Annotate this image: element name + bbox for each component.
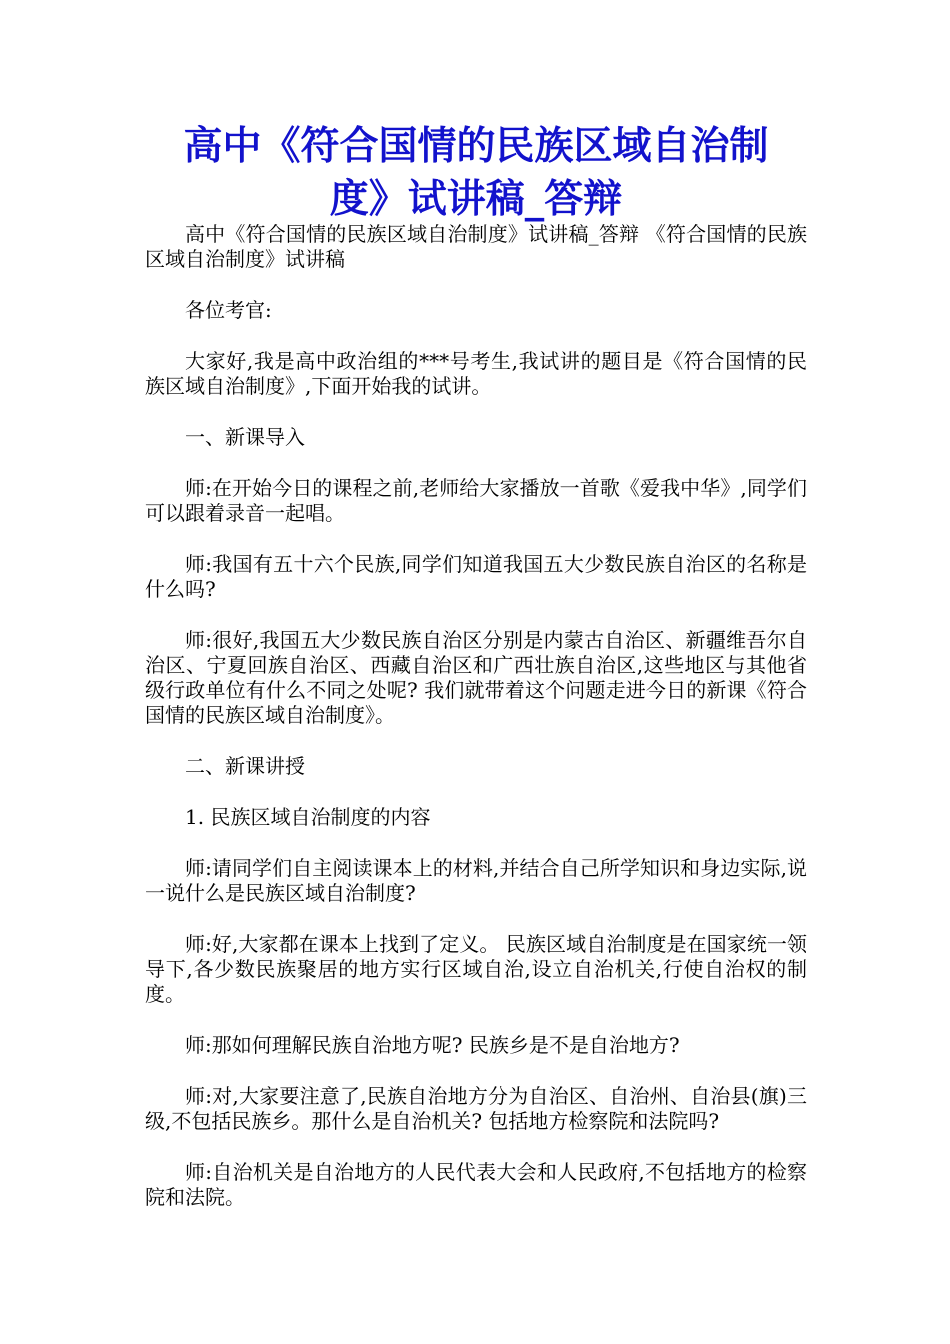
teacher-paragraph: 师:请同学们自主阅读课本上的材料,并结合自己所学知识和身边实际,说一说什么是民族区域自治制度? bbox=[145, 856, 807, 905]
teacher-paragraph: 师:自治机关是自治地方的人民代表大会和人民政府,不包括地方的检察院和法院。 bbox=[145, 1160, 807, 1209]
section-heading-intro: 一、新课导入 bbox=[185, 425, 305, 449]
teacher-paragraph: 师:很好,我国五大少数民族自治区分别是内蒙古自治区、新疆维吾尔自治区、宁夏回族自治区、西藏自治区和广西壮族自治区,这些地区与其他省级行政单位有什么不同之处呢? 我们就带着这个问题走进今日的新课《符合国情的民族区域自治制度》。 bbox=[145, 628, 807, 727]
salutation: 各位考官: bbox=[185, 298, 272, 322]
teacher-paragraph: 师:我国有五十六个民族,同学们知道我国五大少数民族自治区的名称是什么吗? bbox=[145, 552, 807, 601]
document-title bbox=[145, 120, 807, 226]
teacher-paragraph: 师:那如何理解民族自治地方呢? 民族乡是不是自治地方? bbox=[185, 1033, 680, 1057]
teacher-paragraph: 师:好,大家都在课本上找到了定义。 民族区域自治制度是在国家统一领导下,各少数民族聚居的地方实行区域自治,设立自治机关,行使自治权的制度。 bbox=[145, 932, 807, 1006]
title-line-1: 高中《符合国情的民族区域自治制 bbox=[183, 123, 769, 169]
intro-paragraph: 高中《符合国情的民族区域自治制度》试讲稿_答辩 《符合国情的民族区域自治制度》试讲稿 bbox=[145, 222, 807, 271]
teacher-paragraph: 师:在开始今日的课程之前,老师给大家播放一首歌《爱我中华》,同学们可以跟着录音一起唱。 bbox=[145, 476, 807, 525]
title-line-2: 度》试讲稿_答辩 bbox=[329, 176, 623, 222]
document-body bbox=[145, 222, 807, 1236]
greeting-paragraph: 大家好,我是高中政治组的***号考生,我试讲的题目是《符合国情的民族区域自治制度》,下面开始我的试讲。 bbox=[145, 349, 807, 398]
teacher-paragraph: 师:对,大家要注意了,民族自治地方分为自治区、自治州、自治县(旗)三级,不包括民族乡。那什么是自治机关? 包括地方检察院和法院吗? bbox=[145, 1084, 807, 1133]
subsection-heading: 1. 民族区域自治制度的内容 bbox=[185, 805, 431, 829]
section-heading-lecture: 二、新课讲授 bbox=[185, 754, 305, 778]
